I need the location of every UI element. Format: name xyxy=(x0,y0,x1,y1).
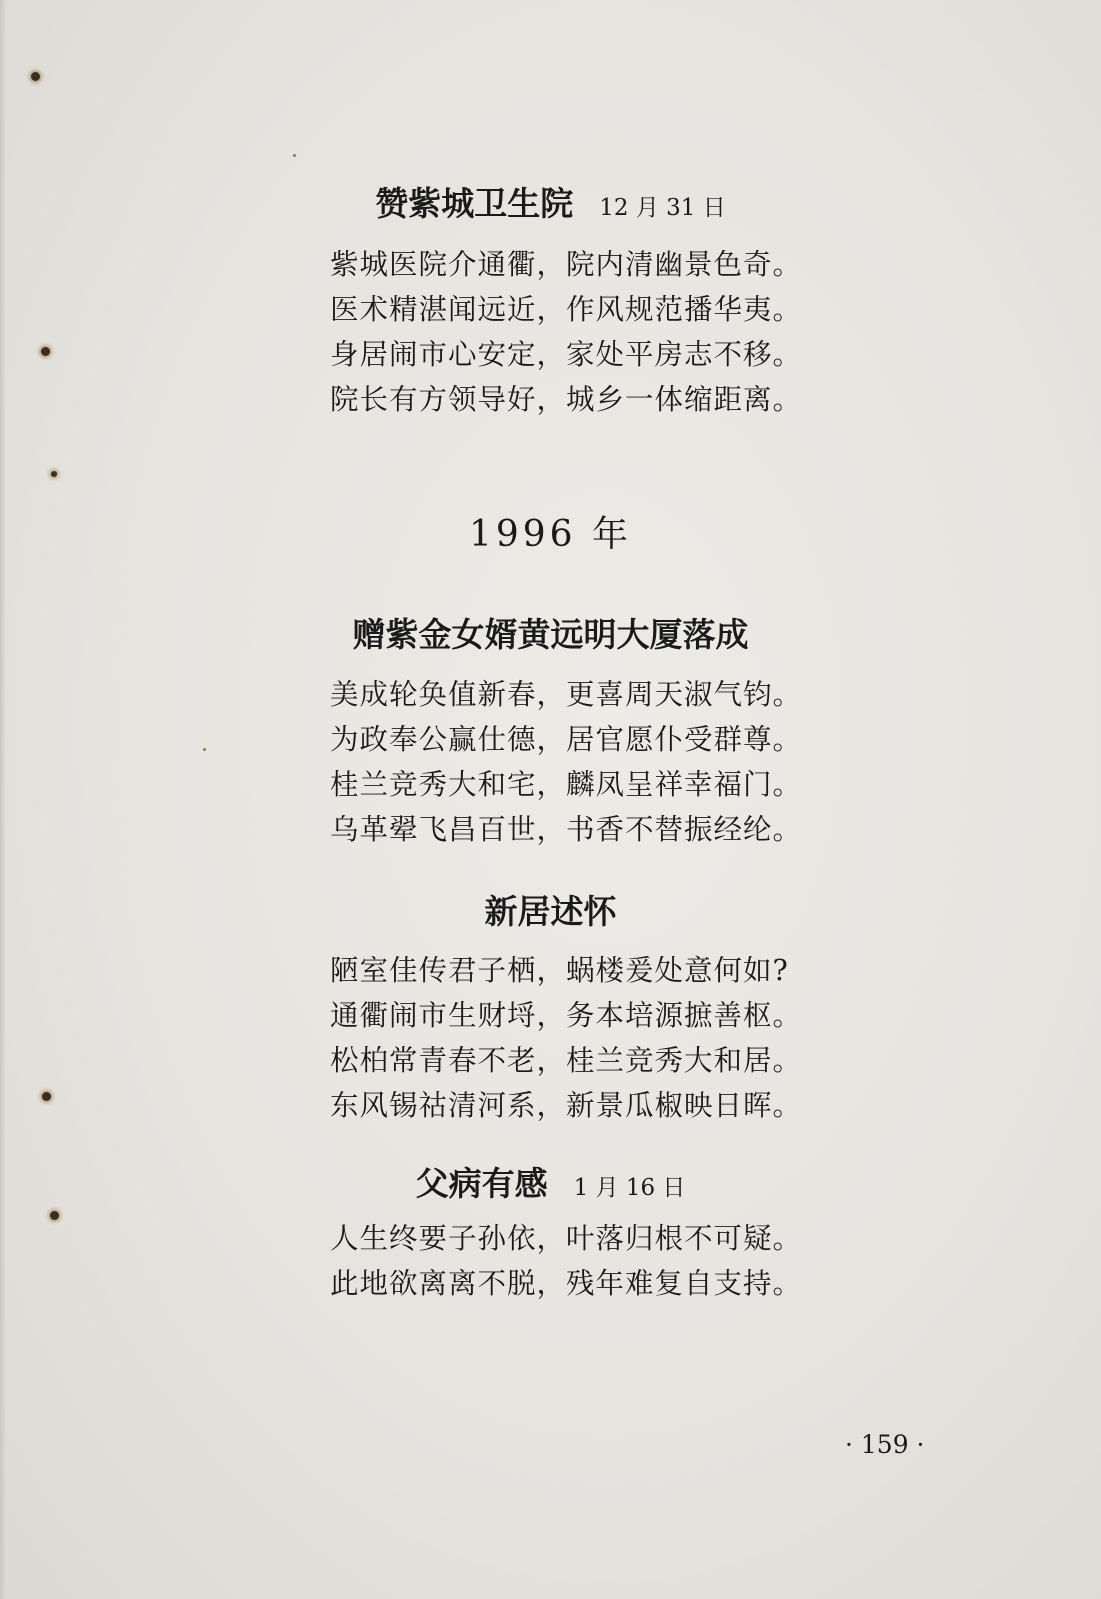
binding-hole xyxy=(51,471,57,477)
poem-line: 通衢闹市生财埒，务本培源摭善枢。 xyxy=(330,999,803,1032)
poem-line: 人生终要子孙依，叶落归根不可疑。 xyxy=(330,1222,803,1255)
poem-line: 此地欲离离不脱，残年难复自支持。 xyxy=(330,1267,803,1300)
poem-body xyxy=(330,1216,802,1306)
poem-line: 松柏常青春不老，桂兰竞秀大和居。 xyxy=(330,1044,803,1077)
poem-line: 桂兰竞秀大和宅，麟凤呈祥幸福门。 xyxy=(330,768,803,801)
poem-date: 12 月 31 日 xyxy=(599,195,726,221)
poem-date: 1 月 16 日 xyxy=(573,1175,686,1201)
page-edge-shadow xyxy=(0,0,6,1599)
poem-line: 为政奉公赢仕德，居官愿仆受群尊。 xyxy=(330,723,803,756)
paper-speck xyxy=(203,748,206,751)
poem-line: 乌革翚飞昌百世，书香不替振经纶。 xyxy=(330,813,803,846)
binding-hole xyxy=(50,1211,59,1220)
poem-line: 美成轮奂值新春，更喜周天淑气钧。 xyxy=(330,678,803,711)
poem-line: 紫城医院介通衢，院内清幽景色奇。 xyxy=(330,248,803,281)
poem-body xyxy=(330,672,802,852)
poem-title xyxy=(0,886,1101,933)
poem-line: 院长有方领导好，城乡一体缩距离。 xyxy=(330,383,803,416)
poem-title-text: 父病有感 xyxy=(415,1164,548,1203)
poem-line: 陋室佳传君子栖，蜗楼爰处意何如? xyxy=(330,954,789,987)
poem-line: 医术精湛闻远近，作风规范播华夷。 xyxy=(330,293,803,326)
poem-title-text: 赞紫城卫生院 xyxy=(375,184,574,223)
poem-body xyxy=(330,948,802,1128)
binding-hole xyxy=(31,72,40,81)
poem-title xyxy=(0,178,1101,225)
page-number: · 159 · xyxy=(845,1430,925,1459)
poem-title-text: 新居述怀 xyxy=(484,892,617,931)
poem-line: 东风锡祜清河系，新景瓜椒映日晖。 xyxy=(330,1089,803,1122)
poem-title xyxy=(0,1158,1101,1205)
poem-line: 身居闹市心安定，家处平房志不移。 xyxy=(330,338,803,371)
poem-body xyxy=(330,242,802,422)
poem-title-text: 赠紫金女婿黄远明大厦落成 xyxy=(352,615,749,654)
year-heading: 1996 年 xyxy=(468,514,633,555)
binding-hole xyxy=(41,347,50,356)
paper-speck xyxy=(293,154,296,157)
poem-title xyxy=(0,609,1101,656)
binding-hole xyxy=(42,1092,51,1101)
